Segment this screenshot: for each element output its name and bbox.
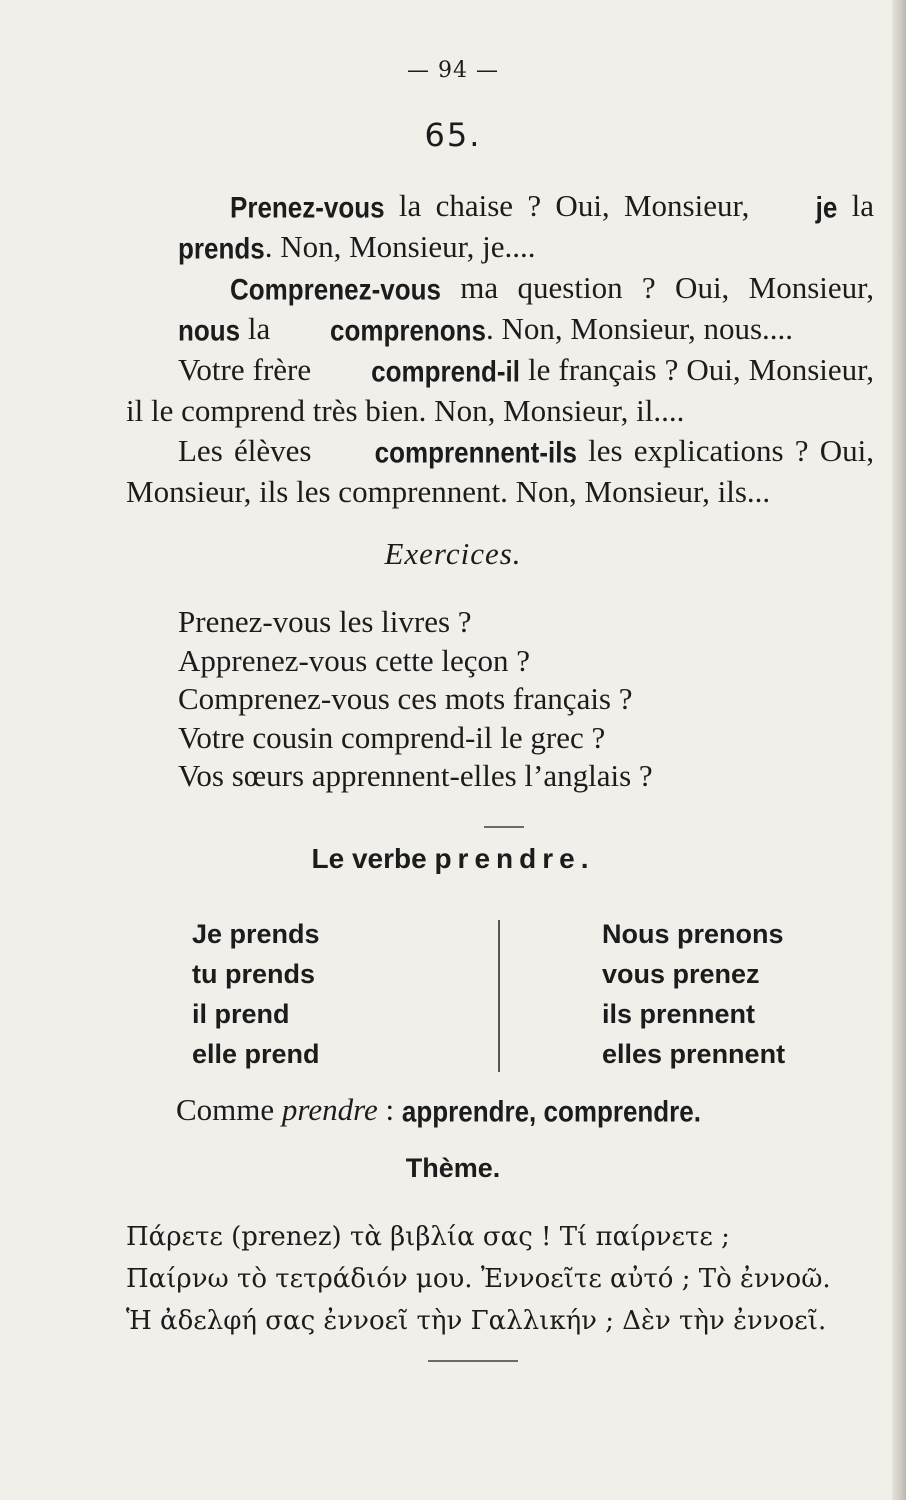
conjugation-singular: [192, 914, 320, 1074]
exercices-heading: Exercices.: [384, 536, 522, 571]
conjugation-form: ils prennent: [602, 999, 756, 1029]
exercices-list: [178, 603, 653, 796]
theme-greek-text: [126, 1216, 874, 1342]
conjugation-divider: [498, 920, 500, 1072]
conjugation-form: vous prenez: [602, 959, 760, 989]
divider: [484, 826, 524, 828]
dialogue: [126, 186, 874, 512]
conjugation-plural: [602, 914, 785, 1074]
conjugation-form: elle prend: [192, 1039, 320, 1069]
page-number: — 94 —: [407, 58, 499, 83]
lesson-number: 65.: [424, 116, 482, 154]
conjugation-form: Je prends: [192, 919, 320, 949]
verb-heading: Le verbe prendre.: [311, 843, 595, 874]
exercise-item: Votre cousin comprend-il le grec ?: [178, 719, 606, 755]
bottom-divider: [428, 1360, 518, 1362]
conjugation-form: elles prennent: [602, 1039, 786, 1069]
dialogue-paragraph: Prenez-vous la chaise ? Oui, Monsieur, je la prends. Non, Monsieur, je....: [178, 188, 875, 266]
greek-line: Παίρνω τὸ τετράδιόν μου. Ἐννοεῖτε αὐτό ; Τὸ ἐννοῶ.: [126, 1264, 831, 1294]
conjugation-form: il prend: [192, 999, 290, 1029]
theme-heading: Thème.: [405, 1153, 501, 1183]
exercise-item: Comprenez-vous ces mots français ?: [178, 681, 633, 716]
conjugation-form: Nous prenons: [602, 919, 784, 949]
page-edge: [892, 0, 906, 1500]
greek-line: Ἡ ἀδελφή σας ἐννοεῖ τὴν Γαλλικήν ; Δὲν τὴν ἐννοεῖ.: [126, 1306, 827, 1336]
dialogue-paragraph: Comprenez-vous ma question ? Oui, Monsieur, nous la comprenons. Non, Monsieur, nous....: [178, 270, 874, 348]
comme-line: Comme prendre : apprendre, comprendre.: [176, 1092, 701, 1129]
greek-line: Πάρετε (prenez) τὰ βιβλία σας ! Τί παίρνετε ;: [126, 1222, 730, 1252]
conjugation-form: tu prends: [192, 959, 316, 989]
exercise-item: Vos sœurs apprennent-elles l’anglais ?: [178, 758, 653, 793]
exercise-item: Apprenez-vous cette leçon ?: [178, 642, 531, 678]
exercise-item: Prenez-vous les livres ?: [178, 604, 472, 639]
dialogue-paragraph: Les élèves comprennent-ils les explications ? Oui, Monsieur, ils les comprennent. Non, Monsieur, ils...: [126, 433, 874, 509]
dialogue-paragraph: Votre frère comprend-il le français ? Oui, Monsieur, il le comprend très bien. Non, Monsieur, il....: [126, 352, 874, 428]
